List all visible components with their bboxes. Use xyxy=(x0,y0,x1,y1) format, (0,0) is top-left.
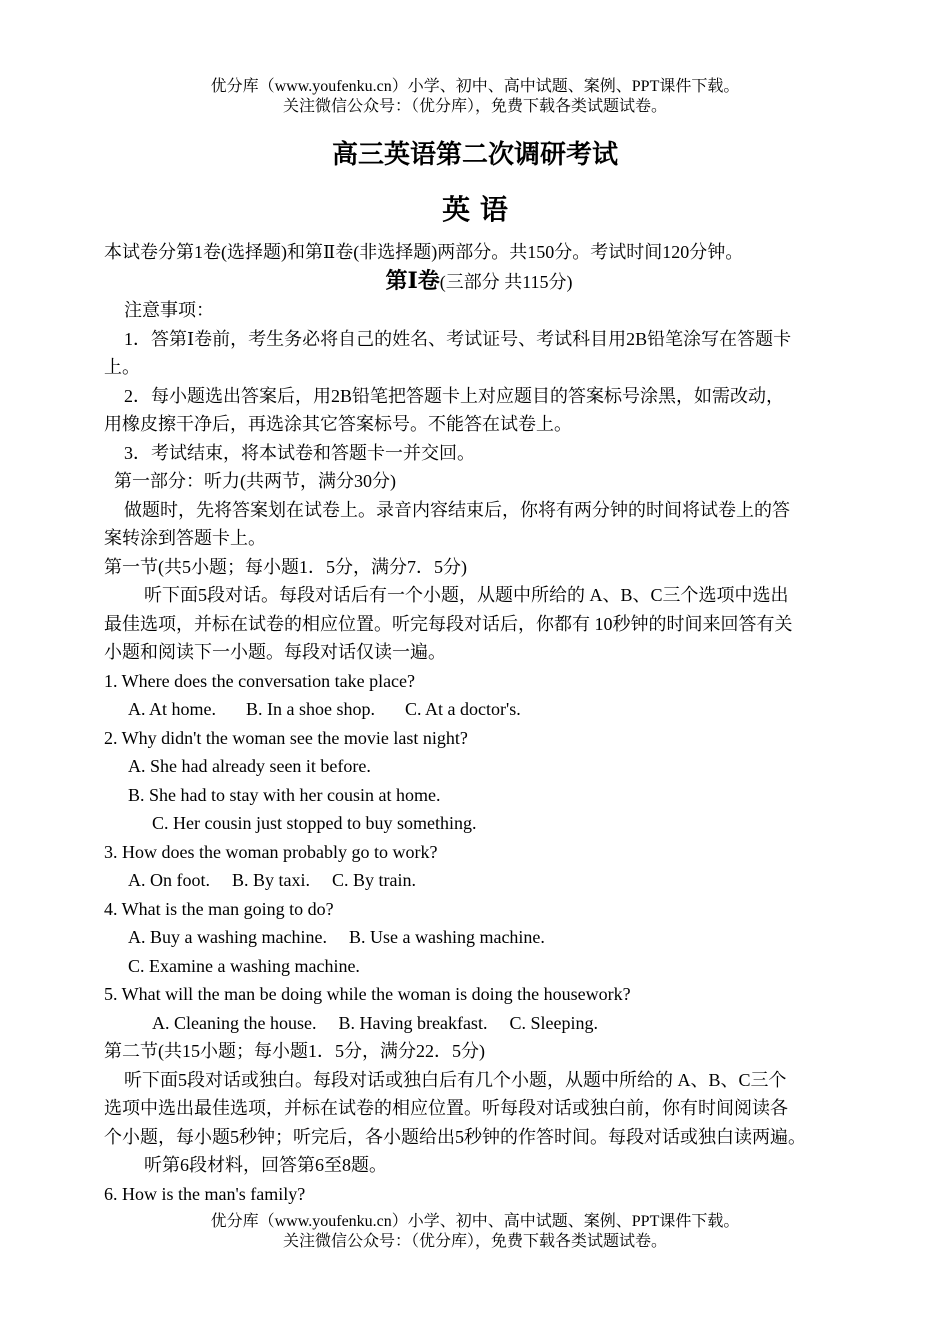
footer-line-2: 关注微信公众号：（优分库），免费下载各类试题试卷。 xyxy=(282,1233,667,1250)
question-3: 3. How does the woman probably go to work? xyxy=(104,841,438,862)
section2-instruction: 听下面5段对话或独白。每段对话或独白后有几个小题，从题中所给的 A、B、C三个 xyxy=(124,1069,787,1090)
page-header xyxy=(0,77,950,117)
section2-material-note: 听第6段材料，回答第6至8题。 xyxy=(144,1155,387,1175)
option-b: B. In a shoe shop. xyxy=(246,699,375,719)
question-6: 6. How is the man's family? xyxy=(104,1183,306,1204)
question-4-option-c: C. Examine a washing machine. xyxy=(128,955,360,976)
part1-instruction: 做题时，先将答案划在试卷上。录音内容结束后，你将有两分钟的时间将试卷上的答 xyxy=(124,499,790,520)
notice-item-3: 3．考试结束，将本试卷和答题卡一并交回。 xyxy=(124,442,475,463)
volume-detail: (三部分 共115分) xyxy=(439,271,573,292)
question-4: 4. What is the man going to do? xyxy=(104,898,334,919)
question-1-options xyxy=(104,695,854,724)
section2-heading: 第二节(共15小题；每小题1．5分，满分22．5分) xyxy=(104,1041,485,1061)
option-b: B. By taxi. xyxy=(232,870,311,890)
question-1: 1. Where does the conversation take place? xyxy=(104,670,416,691)
option-a: A. At home. xyxy=(128,699,216,719)
section1-instruction: 听下面5段对话。每段对话后有一个小题，从题中所给的 A、B、C三个选项中选出 xyxy=(144,585,789,605)
footer-line-1: 优分库（www.youfenku.cn）小学、初中、高中试题、案例、PPT课件下载。 xyxy=(210,1213,740,1230)
option-a: A. Buy a washing machine. xyxy=(128,927,327,947)
volume-heading xyxy=(104,267,854,297)
section2-instruction-cont: 选项中选出最佳选项，并标在试卷的相应位置。听每段对话或独白前，你有时间阅读各 xyxy=(104,1098,788,1118)
question-3-options xyxy=(104,866,854,895)
section1-instruction-cont: 最佳选项，并标在试卷的相应位置。听完每段对话后，你都有 10秒钟的时间来回答有关 xyxy=(104,613,793,634)
question-2-option-a: A. She had already seen it before. xyxy=(128,756,371,776)
header-line-1: 优分库（www.youfenku.cn）小学、初中、高中试题、案例、PPT课件下载。 xyxy=(210,78,740,95)
exam-body xyxy=(104,238,854,1208)
section2-instruction-cont2: 个小题，每小题5秒钟；听完后，各小题给出5秒钟的作答时间。每段对话或独白读两遍。 xyxy=(104,1126,806,1147)
option-c: C. Sleeping. xyxy=(509,1012,598,1033)
exam-title: 高三英语第二次调研考试 xyxy=(331,140,618,170)
page-footer xyxy=(0,1212,950,1252)
intro-text: 本试卷分第1卷(选择题)和第Ⅱ卷(非选择题)两部分。共150分。考试时间120分钟。 xyxy=(104,242,744,262)
section1-heading: 第一节(共5小题；每小题1．5分，满分7．5分) xyxy=(104,556,467,577)
question-2-option-c: C. Her cousin just stopped to buy something. xyxy=(152,813,477,833)
question-2-option-b: B. She had to stay with her cousin at home. xyxy=(128,784,441,805)
question-2: 2. Why didn't the woman see the movie last night? xyxy=(104,727,468,748)
question-5: 5. What will the man be doing while the woman is doing the housework? xyxy=(104,984,631,1004)
option-a: A. On foot. xyxy=(128,870,210,890)
notice-item-2: 2．每小题选出答案后，用2B铅笔把答题卡上对应题目的答案标号涂黑，如需改动， xyxy=(124,385,785,406)
option-a: A. Cleaning the house. xyxy=(152,1012,317,1033)
notice-item-1-cont: 上。 xyxy=(104,357,140,377)
question-4-options xyxy=(104,923,854,952)
option-c: C. By train. xyxy=(332,870,417,890)
option-c: C. At a doctor's. xyxy=(405,699,521,719)
part1-instruction-cont: 案转涂到答题卡上。 xyxy=(104,528,266,548)
part1-heading: 第一部分：听力(共两节，满分30分) xyxy=(114,471,396,491)
notice-heading: 注意事项： xyxy=(124,300,214,320)
notice-item-1: 1．答第Ⅰ卷前，考生务必将自己的姓名、考试证号、考试科目用2B铅笔涂写在答题卡 xyxy=(124,328,792,349)
header-line-2: 关注微信公众号：（优分库），免费下载各类试题试卷。 xyxy=(282,98,667,115)
notice-item-2-cont: 用橡皮擦干净后，再选涂其它答案标号。不能答在试卷上。 xyxy=(104,414,572,434)
option-b: B. Use a washing machine. xyxy=(348,927,545,947)
section1-instruction-cont2: 小题和阅读下一小题。每段对话仅读一遍。 xyxy=(104,642,446,662)
volume-label: 第Ⅰ卷 xyxy=(385,267,440,294)
option-b: B. Having breakfast. xyxy=(338,1012,488,1033)
question-5-options xyxy=(104,1009,854,1038)
subject-title: 英 语 xyxy=(442,193,508,226)
